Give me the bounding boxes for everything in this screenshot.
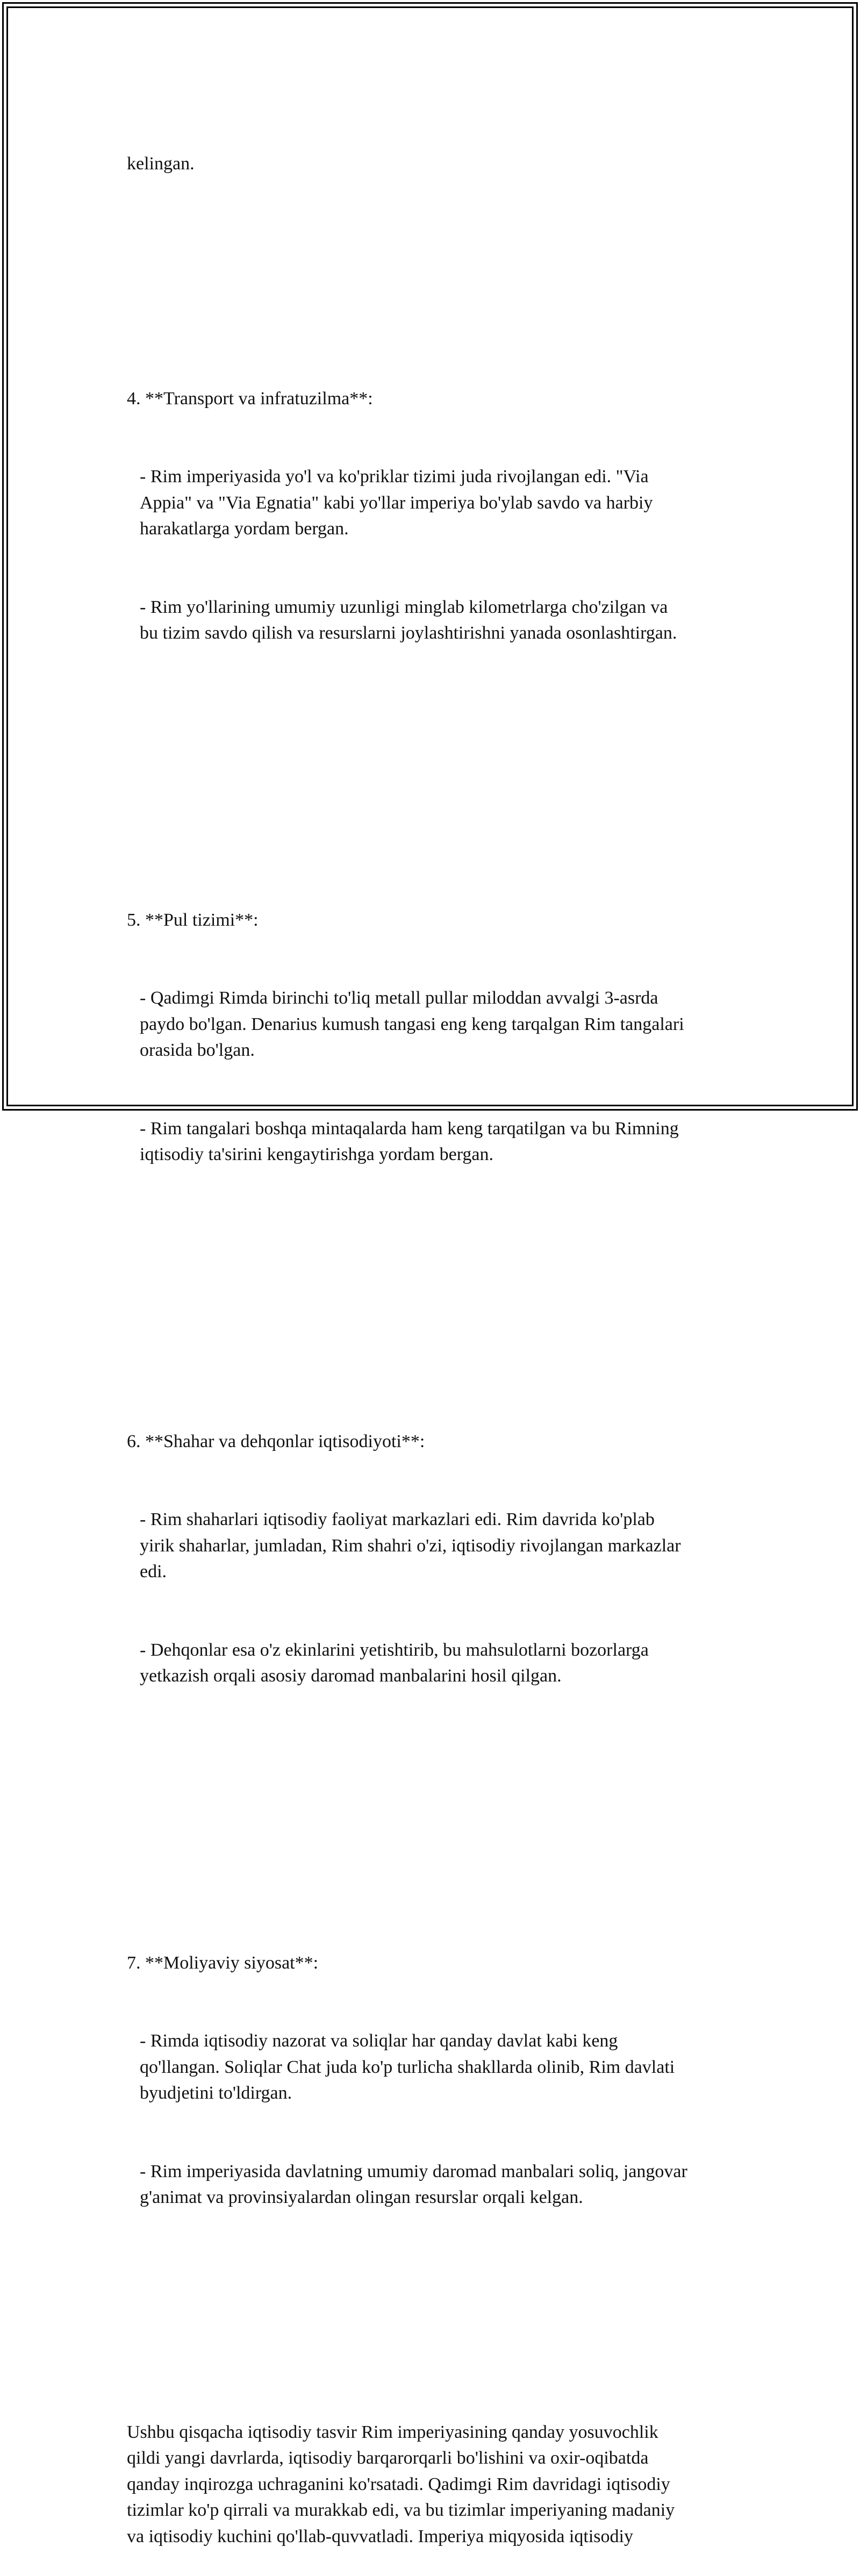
section-heading: 6. **Shahar va dehqonlar iqtisodiyoti**:: [127, 1431, 425, 1451]
closing-paragraph: Ushbu qisqacha iqtisodiy tasvir Rim imperiyasining qanday yosuvochlik qildi yangi davrlarda, iqtisodiy barqarorqarli bo'lishini va oxir-oqibatda qanday inqirozga uchraganini ko'rsatadi. Qadimgi Rim davridagi iqtisodiy tizimlar ko'p qirrali va murakkab edi, va bu tizimlar imperiyaning madaniy va iqtisodiy kuchini qo'llab-quvvatladi. Imperiya miqyosida iqtisodiy: [127, 2422, 675, 2546]
paragraph-gap: [127, 2315, 750, 2342]
bullet-item: - Rimda iqtisodiy nazorat va soliqlar har qanday davlat kabi keng qo'llangan. Soliqlar Chat juda ko'p turlicha shakllarda olinib, Rim davlati byudjetini to'ldirgan.: [140, 2031, 675, 2103]
section-financial-policy: [127, 1898, 750, 2263]
bullet-item: - Rim imperiyasida yo'l va ko'priklar tizimi juda rivojlangan edi. "Via Appia" va "Via Egnatia" kabi yo'llar imperiya bo'ylab savdo va harbiy harakatlarga yordam bergan.: [140, 467, 653, 539]
bullet-item: - Rim tangalari boshqa mintaqalarda ham keng tarqatilgan va bu Rimning iqtisodiy ta'sirini kengaytirishga yordam bergan.: [140, 1118, 679, 1164]
bullet-item: - Rim imperiyasida davlatning umumiy daromad manbalari soliq, jangovar g'animat va provinsiyalardan olingan resurslar orqali kelgan.: [140, 2161, 687, 2207]
bullet-item: - Dehqonlar esa o'z ekinlarini yetishtirib, bu mahsulotlarni bozorlarga yetkazish orqali asosiy daromad manbalarini hosil qilgan.: [140, 1640, 649, 1686]
section-money-system: [127, 855, 750, 1220]
opening-line: kelingan.: [127, 154, 195, 174]
section-heading: 4. **Transport va infratuzilma**:: [127, 388, 373, 409]
section-city-economy: [127, 1377, 750, 1742]
bullet-item: - Rim shaharlari iqtisodiy faoliyat markazlari edi. Rim davrida ko'plab yirik shaharlar, jumladan, Rim shahri o'zi, iqtisodiy rivojlangan markazlar edi.: [140, 1509, 681, 1582]
section-transport: [127, 334, 750, 699]
paragraph-gap: [127, 1794, 750, 1820]
paragraph-gap: [127, 751, 750, 777]
bullet-item: - Rim yo'llarining umumiy uzunligi minglab kilometrlarga cho'zilgan va bu tizim savdo qilish va resurslarni joylashtirishni yanada osonlashtirgan.: [140, 597, 677, 643]
section-heading: 7. **Moliyaviy siyosat**:: [127, 1952, 319, 1973]
document-body: [127, 99, 750, 2576]
paragraph-gap: [127, 230, 750, 256]
paragraph-gap: [127, 1272, 750, 1299]
section-heading: 5. **Pul tizimi**:: [127, 910, 259, 930]
bullet-item: - Qadimgi Rimda birinchi to'liq metall pullar miloddan avvalgi 3-asrda paydo bo'lgan. Denarius kumush tangasi eng keng tarqalgan Rim tangalari orasida bo'lgan.: [140, 988, 684, 1060]
